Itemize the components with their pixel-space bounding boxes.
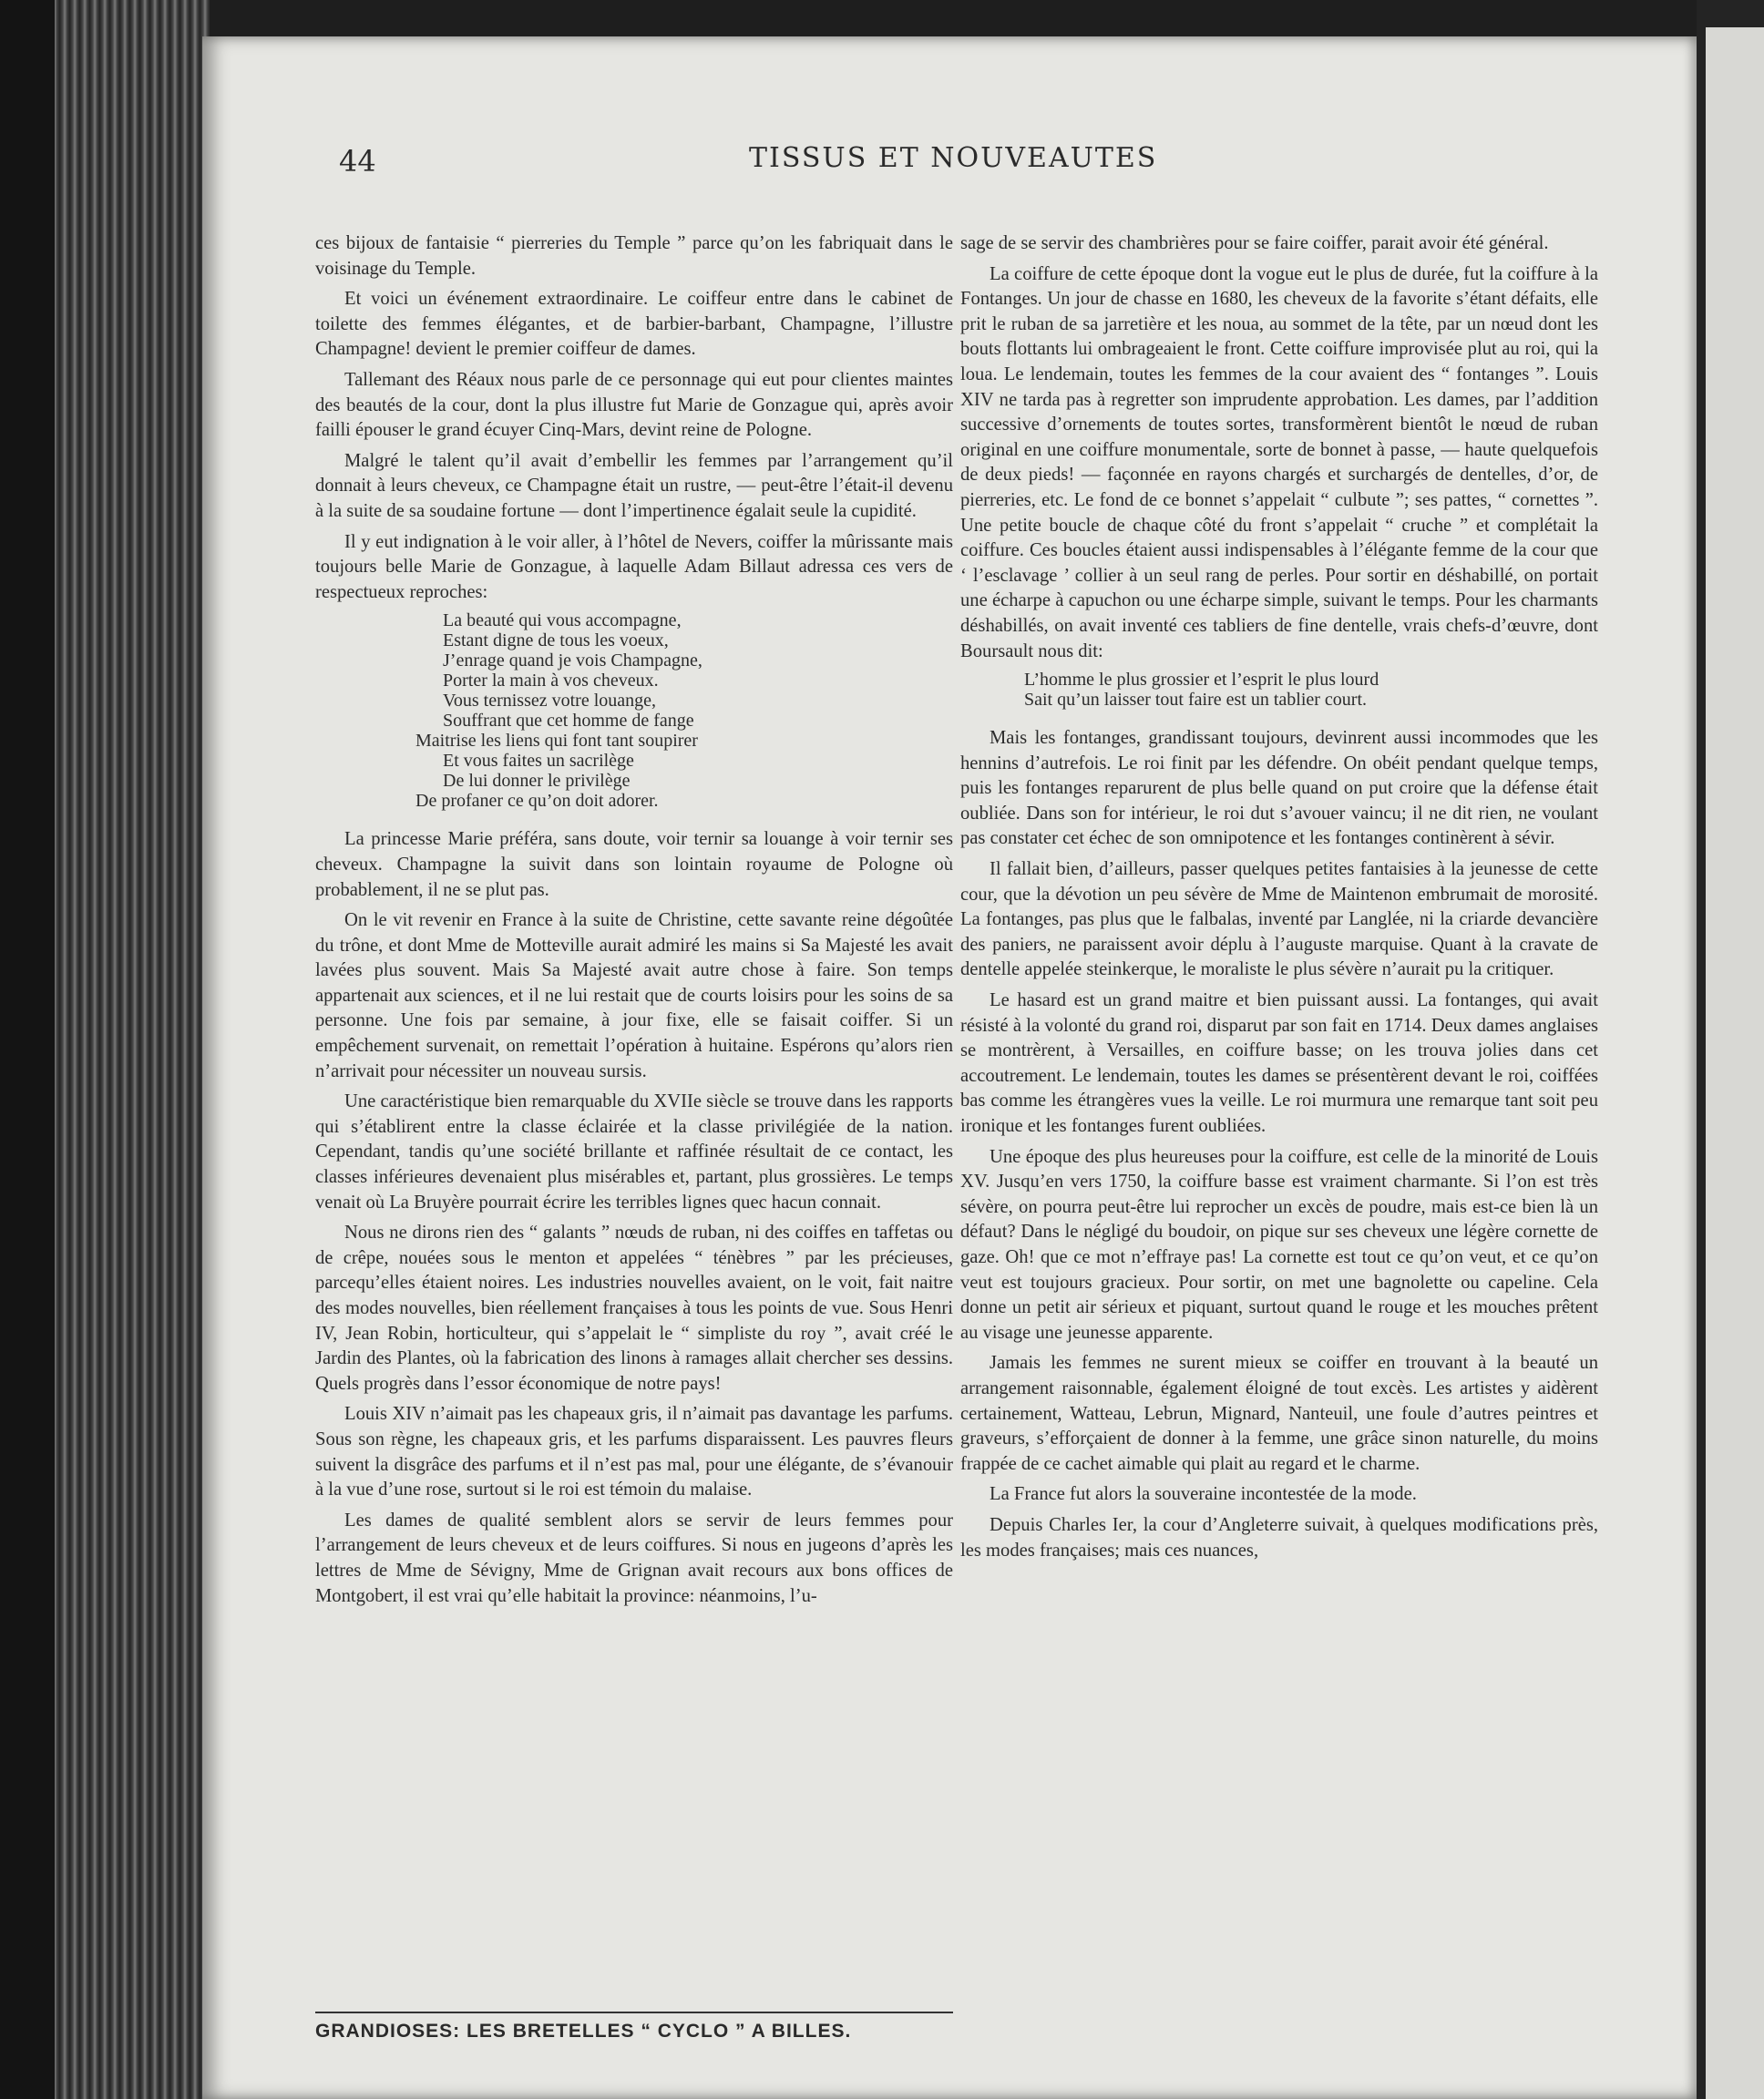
- facing-page-edge: [1706, 27, 1764, 2099]
- paragraph: ces bijoux de fantaisie “ pierreries du Temple ” parce qu’on les fabriquait dans le voisinage du Temple.: [315, 233, 953, 279]
- verse-block: [960, 670, 1598, 710]
- verse-line: Maitrise les liens qui font tant soupirer: [415, 731, 698, 752]
- verse-line: Vous ternissez votre louange,: [443, 691, 657, 712]
- verse-line: Sait qu’un laisser tout faire est un tablier court.: [1024, 690, 1368, 711]
- paragraph: La princesse Marie préféra, sans doute, voir ternir sa louange à voir ternir ses cheveux. Champagne la suivit dans son lointain royaume de Pologne où probablement, il ne se plut pas.: [315, 829, 953, 900]
- paragraph: Il fallait bien, d’ailleurs, passer quelques petites fantaisies à la jeunesse de cette cour, que la dévotion un peu sévère de Mme de Maintenon embrumait de morosité. La fontanges, pas plus que le falbalas, inventé par Langlée, ni la criarde devancière des paniers, ne paraissent avoir déplu à l’auguste marquise. Quant à la cravate de dentelle appelée steinkerque, le moraliste le plus sévère n’aurait pu la critiquer.: [960, 859, 1598, 980]
- paragraph: Depuis Charles Ier, la cour d’Angleterre suivait, à quelques modifications près, les modes françaises; mais ces nuances,: [960, 1514, 1598, 1561]
- verse-line: Estant digne de tous les voeux,: [443, 630, 669, 651]
- book-spine-shadow: [0, 0, 55, 2099]
- paragraph: La France fut alors la souveraine incontestée de la mode.: [990, 1484, 1417, 1505]
- verse-block: [315, 610, 953, 811]
- paragraph: Malgré le talent qu’il avait d’embellir les femmes par l’arrangement qu’il donnait à leurs cheveux, ce Champagne était un rustre, — peut-être l’était-il devenu à la suite de sa soudaine fortune — dont l’impertinence égalait seule la cupidité.: [315, 450, 953, 521]
- right-column: [960, 231, 1598, 1569]
- paragraph: Tallemant des Réaux nous parle de ce personnage qui eut pour clientes maintes des beautés de la cour, dont la plus illustre fut Marie de Gonzague qui, après avoir failli épouser le grand écuyer Cinq-Mars, devint reine de Pologne.: [315, 369, 953, 441]
- advertisement-footer: GRANDIOSES: LES BRETELLES “ CYCLO ” A BILLES.: [315, 2012, 953, 2043]
- paragraph: Il y eut indignation à le voir aller, à l’hôtel de Nevers, coiffer la mûrissante mais toujours belle Marie de Gonzague, à laquelle Adam Billaut adressa ces vers de respectueux reproches:: [315, 531, 953, 602]
- paragraph: Une époque des plus heureuses pour la coiffure, est celle de la minorité de Louis XV. Jusqu’en vers 1750, la coiffure basse est vraiment charmante. Si l’on est très sévère, on pourra peut-être lui reprocher un excès de poudre, mais est-ce bien là un défaut? Dans le négligé du boudoir, on pique sur ses cheveux une légère cornette de gaze. Oh! que ce mot n’effraye pas! La cornette est tout ce qu’on veut, et ce qu’on veut est toujours gracieux. Pour sortir, on met une bagnolette ou capeline. Cela donne un petit air sérieux et piquant, surtout quand le rouge et les mouches prêtent au visage une jeunesse apparente.: [960, 1146, 1598, 1343]
- verse-line: J’enrage quand je vois Champagne,: [443, 650, 703, 671]
- verse-line: Souffrant que cet homme de fange: [443, 711, 694, 732]
- book-page: [202, 36, 1697, 2099]
- paragraph: Louis XIV n’aimait pas les chapeaux gris, il n’aimait pas davantage les parfums. Sous son règne, les chapeaux gris, et les parfums disparaissent. Les pauvres fleurs suivent la disgrâce des parfums et il n’est pas mal, pour une élégante, de s’évanouir à la vue d’une rose, surtout si le roi est témoin du malaise.: [315, 1404, 953, 1500]
- paragraph: On le vit revenir en France à la suite de Christine, cette savante reine dégoûtée du trône, et dont Mme de Motteville aurait admiré les mains si Sa Majesté les avait lavées plus souvent. Mais Sa Majesté avait autre chose à faire. Son temps appartenait aux sciences, et il ne lui restait que de courts loisirs pour les soins de sa personne. Une fois par semaine, à jour fixe, elle se faisait coiffer. Si un empêchement survenait, on remettait l’opération à huitaine. Espérons qu’alors rien n’arrivait pour nécessiter un nouveau sursis.: [315, 910, 953, 1081]
- paragraph: Le hasard est un grand maitre et bien puissant aussi. La fontanges, qui avait résisté à la volonté du grand roi, disparut par son fait en 1714. Deux dames anglaises se montrèrent, à Versailles, en coiffure basse; on les trouva jolies dans cet accoutrement. Le lendemain, toutes les dames se présentèrent devant le roi, coiffées bas comme les étrangères vues la veille. Le roi murmura une remarque tant soit peu ironique et les fontanges furent oubliées.: [960, 990, 1598, 1136]
- paragraph: La coiffure de cette époque dont la vogue eut le plus de durée, fut la coiffure à la Fontanges. Un jour de chasse en 1680, les cheveux de la favorite s’étant défaits, elle prit le ruban de sa jarretière et les noua, au sommet de la tête, par un nœud dont les bouts flottants lui ombrageaient le front. Cette coiffure improvisée plut au roi, qui la loua. Le lendemain, toutes les femmes de la cour avaient des “ fontanges ”. Louis XIV ne tarda pas à regretter son imprudente approbation. Les dames, par l’addition successive d’ornements de toutes sortes, transformèrent bientôt le nœud de ruban original en une coiffure monumentale, sorte de bonnet à passe, — haute quelquefois de deux pieds! — façonnée en rayons chargés et surchargés de dentelles, d’or, de pierreries, etc. Le fond de ce bonnet s’appelait “ culbute ”; ses pattes, “ cornettes ”. Une petite boucle de chaque côté du front s’appelait “ cruche ” et complétait la coiffure. Ces boucles étaient aussi indispensables à l’élégante femme de la cour que ‘ l’esclavage ’ collier à un seul rang de perles. Pour sortir en déshabillé, on portait une écharpe à capuchon ou une écharpe simple, suivant le temps. Pour les charmants déshabillés, on avait inventé ces tabliers de fine dentelle, vrais chefs-d’œuvre, dont Boursault nous dit:: [960, 263, 1598, 661]
- paragraph: Les dames de qualité semblent alors se servir de leurs femmes pour l’arrangement de leurs cheveux et de leurs coiffures. Si nous en jugeons d’après les lettres de Mme de Sévigny, Mme de Grignan avait recours aux bons offices de Montgobert, il est vrai qu’elle habitait la province: néanmoins, l’u-: [315, 1510, 953, 1606]
- verse-line: De profaner ce qu’on doit adorer.: [415, 791, 659, 812]
- verse-line: De lui donner le privilège: [443, 771, 631, 792]
- paragraph: sage de se servir des chambrières pour se faire coiffer, parait avoir été général.: [960, 233, 1549, 253]
- paragraph: Jamais les femmes ne surent mieux se coiffer en trouvant à la beauté un arrangement raisonnable, également éloigné de tout excès. Les artistes y aidèrent certainement, Watteau, Lebrun, Mignard, Nanteuil, une foule d’autres peintres et graveurs, s’efforçaient de donner à la femme, une grâce sinon naturelle, du moins frappée de ce cachet aimable qui plait au regard et le charme.: [960, 1353, 1598, 1474]
- verse-line: Et vous faites un sacrilège: [443, 751, 634, 772]
- verse-line: La beauté qui vous accompagne,: [443, 610, 682, 631]
- paragraph: Nous ne dirons rien des “ galants ” nœuds de ruban, ni des coiffes en taffetas ou de crêpe, nouées sous le menton et appelées “ ténèbres ” par les précieuses, parcequ’elles étaient noires. Les industries nouvelles avaient, on le voit, fait naitre des modes nouvelles, bien réellement françaises à tous les points de vue. Sous Henri IV, Jean Robin, horticulteur, qui s’appelait le “ simpliste du roy ”, avait créé le Jardin des Plantes, où la fabrication des linons à ramages allait chercher ses dessins. Quels progrès dans l’essor économique de notre pays!: [315, 1223, 953, 1394]
- verse-line: L’homme le plus grossier et l’esprit le plus lourd: [1024, 670, 1379, 691]
- paragraph: Et voici un événement extraordinaire. Le coiffeur entre dans le cabinet de toilette des femmes élégantes, et de barbier-barbant, Champagne, l’illustre Champagne! devient le premier coiffeur de dames.: [315, 289, 953, 360]
- paragraph: Mais les fontanges, grandissant toujours, devinrent aussi incommodes que les hennins d’autrefois. Le roi finit par les défendre. On obéit pendant quelque temps, puis les fontanges reparurent de plus belle quand on put croire que la défense était oubliée. Dans son for intérieur, le roi dut s’avouer vaincu; il ne dit rien, ne voulant pas constater cet échec de son omnipotence et les fontanges continèrent à sévir.: [960, 728, 1598, 849]
- paragraph: Une caractéristique bien remarquable du XVIIe siècle se trouve dans les rapports qui s’établirent entre la classe éclairée et la classe privilégiée de la nation. Cependant, tandis qu’une société brillante et raffinée résultait de ce contact, les classes inférieures devenaient plus misérables et, partant, plus grossières. Le temps venait où La Bruyère pourrait écrire les terribles lignes quec hacun connait.: [315, 1091, 953, 1213]
- page-number: 44: [339, 144, 376, 179]
- running-title: TISSUS ET NOUVEAUTES: [749, 142, 1158, 174]
- left-column: [315, 231, 953, 1614]
- verse-line: Porter la main à vos cheveux.: [443, 671, 659, 691]
